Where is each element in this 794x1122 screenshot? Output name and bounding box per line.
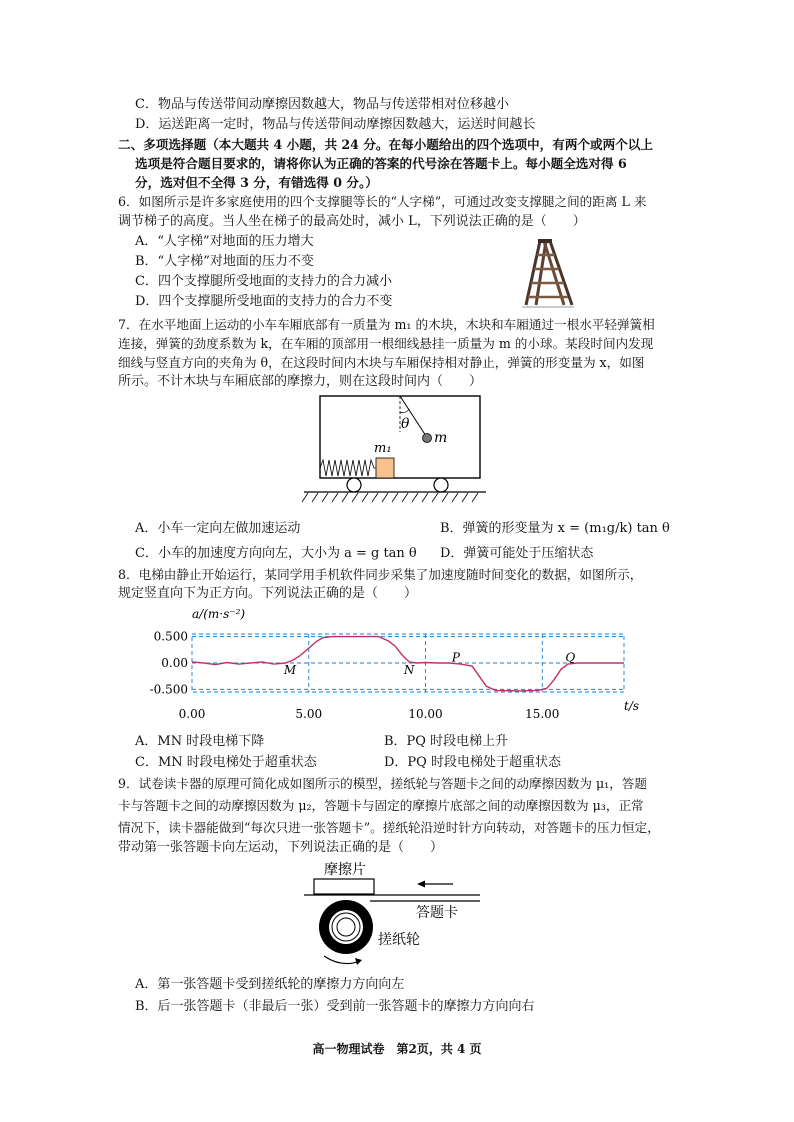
- q8-option-a: A．MN 时段电梯下降: [135, 734, 265, 749]
- chart-y-tick-label: -0.500: [149, 682, 188, 697]
- q7-option-c: C．小车的加速度方向向左，大小为 a = g tan θ: [135, 546, 417, 561]
- section2-heading-line3: 分，选对但不全得 3 分，有错选得 0 分。）: [135, 175, 378, 190]
- q9-stem-line3: 情况下，读卡器能做到“每次只进一张答题卡”。搓纸轮沿逆时针方向转动，对答题卡的压力恒定，: [118, 820, 660, 835]
- q7-stem-line4: 所示。不计木块与车厢底部的摩擦力，则在这段时间内（ ）: [118, 374, 483, 389]
- q8-stem-line2: 规定竖直向下为正方向。下列说法正确的是（ ）: [118, 586, 418, 601]
- chart-x-tick-label: 10.00: [408, 707, 443, 721]
- chart-point-label-P: P: [451, 650, 460, 665]
- q6-option-c: C．四个支撑腿所受地面的支持力的合力减小: [135, 274, 392, 289]
- q8-stem-line1: 8．电梯由静止开始运行，某同学用手机软件同步采集了加速度随时间变化的数据，如图所示，: [118, 567, 643, 582]
- chart-x-tick-label: 5.00: [295, 707, 323, 721]
- chart-y-tick-label: 0.500: [153, 629, 188, 644]
- q6-stem-line2: 调节梯子的高度。当人坐在梯子的最高处时，减小 L，下列说法正确的是（ ）: [118, 214, 586, 229]
- chart-point-label-N: N: [403, 662, 415, 677]
- chart-x-tick-label: 0.00: [178, 707, 206, 721]
- q9-stem-line4: 带动第一张答题卡向左运动，下列说法正确的是（ ）: [118, 840, 444, 855]
- chart-point-label-M: M: [283, 662, 297, 677]
- section2-heading-line1: 二、多项选择题（本大题共 4 小题，共 24 分。在每小题给出的四个选项中，有两个或两个以上: [118, 137, 653, 152]
- q9-option-b: B．后一张答题卡（非最后一张）受到前一张答题卡的摩擦力方向向右: [135, 999, 535, 1014]
- chart-point-label-Q: Q: [565, 650, 576, 665]
- rotation-arrow-icon: [355, 958, 362, 965]
- q5-option-c: C．物品与传送带间动摩擦因数越大，物品与传送带相对位移越小: [135, 97, 509, 112]
- q9-stem-line2: 卡与答题卡之间的动摩擦因数为 μ₂，答题卡与固定的摩擦片底部之间的动摩擦因数为 μ₃，正常: [118, 798, 644, 813]
- q6-stem-line1: 6．如图所示是许多家庭使用的四个支撑腿等长的“人字梯”，可通过改变支撑腿之间的距离 L 来: [118, 194, 647, 209]
- q9-option-a: A．第一张答题卡受到搓纸轮的摩擦力方向向左: [135, 977, 405, 992]
- q6-option-d: D．四个支撑腿所受地面的支持力的合力不变: [135, 294, 393, 309]
- q9-stem-line1: 9．试卷读卡器的原理可简化成如图所示的模型，搓纸轮与答题卡之间的动摩擦因数为 μ₁，答题: [118, 776, 647, 791]
- q7-option-a: A．小车一定向左做加速运动: [135, 521, 301, 536]
- q7-stem-line3: 细线与竖直方向的夹角为 θ，在这段时间内木块与车厢保持相对静止，弹簧的形变量为 x，如图: [118, 355, 645, 370]
- q6-option-b: B．“人字梯”对地面的压力不变: [135, 254, 314, 269]
- cart-figure: [300, 392, 490, 508]
- q6-option-a: A．“人字梯”对地面的压力增大: [135, 234, 314, 249]
- card-reader-figure: [304, 858, 494, 974]
- page-footer: 高一物理试卷 第2页，共 4 页: [312, 1042, 482, 1056]
- chart-y-axis-label: a/(m·s⁻²): [192, 607, 246, 621]
- pickup-wheel-label: 搓纸轮: [378, 932, 420, 948]
- q5-option-d: D．运送距离一定时，物品与传送带间动摩擦因数越大，运送时间越长: [135, 117, 536, 132]
- q7-stem-line2: 连接，弹簧的劲度系数为 k，在车厢的顶部用一根细线悬挂一质量为 m 的小球。某段时间内发现: [118, 336, 654, 351]
- answer-card-label: 答题卡: [416, 905, 458, 921]
- chart-x-axis-label: t/s: [624, 699, 640, 713]
- friction-pad-label: 摩擦片: [324, 862, 366, 878]
- block-mass-label: m₁: [374, 441, 392, 456]
- acceleration-chart: [140, 604, 650, 728]
- chart-x-tick-label: 15.00: [525, 707, 560, 721]
- chart-y-tick-label: 0.00: [161, 656, 188, 670]
- q8-option-c: C．MN 时段电梯处于超重状态: [135, 755, 317, 770]
- q8-option-d: D．PQ 时段电梯处于超重状态: [384, 755, 561, 770]
- q7-option-d: D．弹簧可能处于压缩状态: [440, 546, 594, 561]
- section2-heading-line2: 选项是符合题目要求的，请将你认为正确的答案的代号涂在答题卡上。每小题全选对得 6: [135, 156, 627, 171]
- q8-option-b: B．PQ 时段电梯上升: [384, 734, 509, 749]
- ladder-image: [520, 237, 576, 309]
- left-arrow-icon: [417, 881, 425, 888]
- ball-mass-label: m: [434, 430, 448, 446]
- q7-option-b: B．弹簧的形变量为 x = (m₁g/k) tan θ: [440, 521, 670, 536]
- theta-label: θ: [401, 416, 410, 432]
- q7-stem-line1: 7．在水平地面上运动的小车车厢底部有一质量为 m₁ 的木块，木块和车厢通过一根水平轻弹簧相: [118, 317, 655, 332]
